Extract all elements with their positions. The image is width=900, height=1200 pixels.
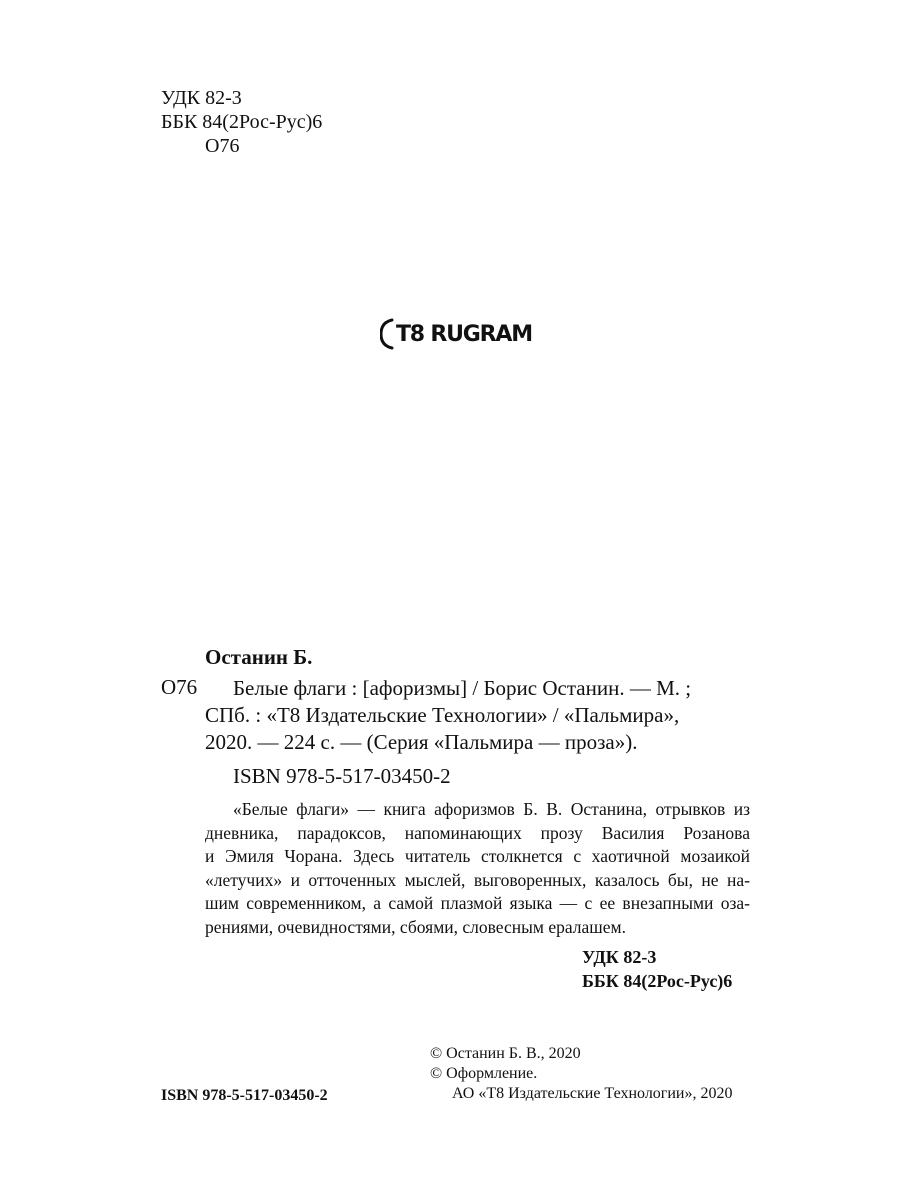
author-heading: Останин Б.	[205, 645, 313, 669]
copyright-author: © Останин Б. В., 2020	[430, 1045, 581, 1062]
publisher-logo	[380, 318, 532, 350]
annotation-line: шим современником, а самой плазмой языка — с ее внезапными оза-	[205, 893, 750, 913]
footer-isbn: ISBN 978-5-517-03450-2	[161, 1087, 328, 1104]
annotation-line: рениями, очевидностями, сбоями, словесным ералашем.	[205, 916, 626, 937]
bbk-code: ББК 84(2Рос-Рус)6	[161, 111, 323, 133]
record-author-mark: О76	[161, 675, 198, 699]
bib-line: 2020. — 224 с. — (Серия «Пальмира — проза»).	[205, 730, 638, 754]
annotation-line: «летучих» и отточенных мыслей, выговоренных, казалось бы, не на-	[205, 869, 750, 890]
bbk-code: ББК 84(2Рос-Рус)6	[582, 971, 733, 991]
bottom-classification-codes	[582, 945, 732, 993]
bibliographic-description	[205, 675, 753, 756]
record-isbn: ISBN 978-5-517-03450-2	[233, 764, 451, 788]
annotation-line: дневника, парадоксов, напоминающих прозу Василия Розанова	[205, 822, 750, 843]
author-mark: О76	[205, 135, 240, 157]
annotation	[205, 798, 750, 939]
copyright-publisher: АО «Т8 Издательские Технологии», 2020	[452, 1085, 733, 1102]
logo-text: T8 RUGRAM	[396, 321, 532, 347]
rugram-bracket-icon	[380, 318, 394, 350]
udk-code: УДК 82-3	[582, 947, 657, 967]
udk-code: УДК 82-3	[161, 87, 242, 109]
top-classification-codes	[161, 86, 322, 158]
bib-line: Белые флаги : [афоризмы] / Борис Останин. — М. ;	[233, 676, 692, 700]
copyright-block	[430, 1044, 733, 1104]
annotation-line: «Белые флаги» — книга афоризмов Б. В. Останина, отрывков из	[233, 799, 750, 819]
copyright-design: © Оформление.	[430, 1065, 538, 1082]
annotation-line: и Эмиля Чорана. Здесь читатель столкнется с хаотичной мозаикой	[205, 846, 750, 866]
bib-line: СПб. : «Т8 Издательские Технологии» / «Пальмира»,	[205, 703, 680, 727]
